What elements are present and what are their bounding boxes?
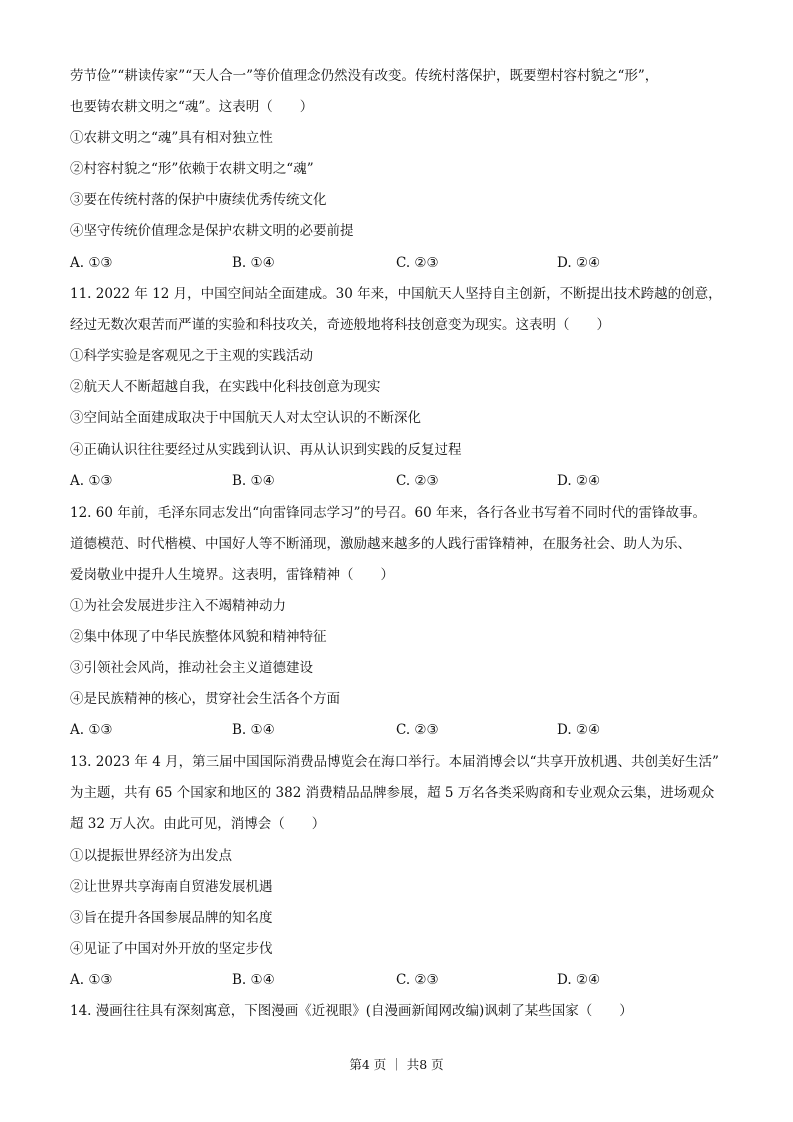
q10-option-b: B. ①④ bbox=[232, 255, 275, 271]
q11-option-b: B. ①④ bbox=[232, 473, 275, 489]
q12-stem-line-1: 12. 60 年前，毛泽东同志发出“向雷锋同志学习”的号召。60 年来，各行各业书写着不同时代的雷锋故事。 bbox=[70, 505, 707, 521]
q10-options bbox=[70, 253, 730, 273]
q13-option-a: A. ①③ bbox=[70, 972, 113, 988]
q10-item-1: ①农耕文明之“魂”具有相对独立性 bbox=[70, 130, 273, 146]
q13-option-b: B. ①④ bbox=[232, 972, 275, 988]
q12-stem-line-2: 道德模范、时代楷模、中国好人等不断涌现，激励越来越多的人践行雷锋精神，在服务社会、助人为乐、 bbox=[70, 536, 691, 552]
q13-item-2: ②让世界共享海南自贸港发展机遇 bbox=[70, 879, 273, 895]
q10-item-2: ②村容村貌之“形”依赖于农耕文明之“魂” bbox=[70, 161, 314, 177]
q10-option-a: A. ①③ bbox=[70, 255, 113, 271]
page-footer: 第4 页 ｜ 共8 页 bbox=[349, 1057, 444, 1072]
q10-option-d: D. ②④ bbox=[557, 255, 601, 271]
q10-stem-line-1: 劳节俭”“耕读传家”“天人合一”等价值理念仍然没有改变。传统村落保护，既要塑村容村貌之“形”， bbox=[70, 68, 659, 84]
q10-stem-line-2: 也要铸农耕文明之“魂”。这表明（ ） bbox=[70, 99, 314, 115]
q11-item-3: ③空间站全面建成取决于中国航天人对太空认识的不断深化 bbox=[70, 410, 421, 426]
q13-stem-line-3: 超 32 万人次。由此可见，消博会（ ） bbox=[70, 816, 326, 832]
q10-item-4: ④坚守传统价值理念是保护农耕文明的必要前提 bbox=[70, 223, 354, 239]
q11-item-4: ④正确认识往往要经过从实践到认识、再从认识到实践的反复过程 bbox=[70, 442, 462, 458]
q11-stem-line-2: 经过无数次艰苦而严谨的实验和科技攻关，奇迹般地将科技创意变为现实。这表明（ ） bbox=[70, 317, 610, 333]
q11-item-1: ①科学实验是客观见之于主观的实践活动 bbox=[70, 348, 313, 364]
q10-option-c: C. ②③ bbox=[396, 255, 439, 271]
q12-options bbox=[70, 720, 730, 740]
q13-stem-line-1: 13. 2023 年 4 月，第三届中国国际消费品博览会在海口举行。本届消博会以“共享开放机遇、共创美好生活” bbox=[70, 754, 719, 770]
q12-option-d: D. ②④ bbox=[557, 722, 601, 738]
q12-option-b: B. ①④ bbox=[232, 722, 275, 738]
q12-option-a: A. ①③ bbox=[70, 722, 113, 738]
q12-item-3: ③引领社会风尚，推动社会主义道德建设 bbox=[70, 660, 313, 676]
q11-options bbox=[70, 471, 730, 491]
q13-stem-line-2: 为主题，共有 65 个国家和地区的 382 消费精品品牌参展，超 5 万名各类采购商和专业观众云集，进场观众 bbox=[70, 785, 715, 801]
q12-item-1: ①为社会发展进步注入不竭精神动力 bbox=[70, 598, 286, 614]
q12-item-2: ②集中体现了中华民族整体风貌和精神特征 bbox=[70, 629, 327, 645]
q13-item-3: ③旨在提升各国参展品牌的知名度 bbox=[70, 910, 273, 926]
q12-option-c: C. ②③ bbox=[396, 722, 439, 738]
q11-stem-line-1: 11. 2022 年 12 月，中国空间站全面建成。30 年来，中国航天人坚持自主创新，不断提出技术跨越的创意， bbox=[70, 286, 722, 302]
q13-option-c: C. ②③ bbox=[396, 972, 439, 988]
q14-stem-line-1: 14. 漫画往往具有深刻寓意，下图漫画《近视眼》(自漫画新闻网改编)讽刺了某些国家（ ） bbox=[70, 1003, 633, 1019]
q13-item-1: ①以提振世界经济为出发点 bbox=[70, 848, 232, 864]
q11-option-d: D. ②④ bbox=[557, 473, 601, 489]
q11-option-a: A. ①③ bbox=[70, 473, 113, 489]
q13-option-d: D. ②④ bbox=[557, 972, 601, 988]
q11-option-c: C. ②③ bbox=[396, 473, 439, 489]
q13-item-4: ④见证了中国对外开放的坚定步伐 bbox=[70, 941, 273, 957]
q11-item-2: ②航天人不断超越自我，在实践中化科技创意为现实 bbox=[70, 379, 381, 395]
q12-stem-line-3: 爱岗敬业中提升人生境界。这表明，雷锋精神（ ） bbox=[70, 567, 394, 583]
q13-options bbox=[70, 970, 730, 990]
q10-item-3: ③要在传统村落的保护中赓续优秀传统文化 bbox=[70, 192, 327, 208]
q12-item-4: ④是民族精神的核心，贯穿社会生活各个方面 bbox=[70, 691, 340, 707]
